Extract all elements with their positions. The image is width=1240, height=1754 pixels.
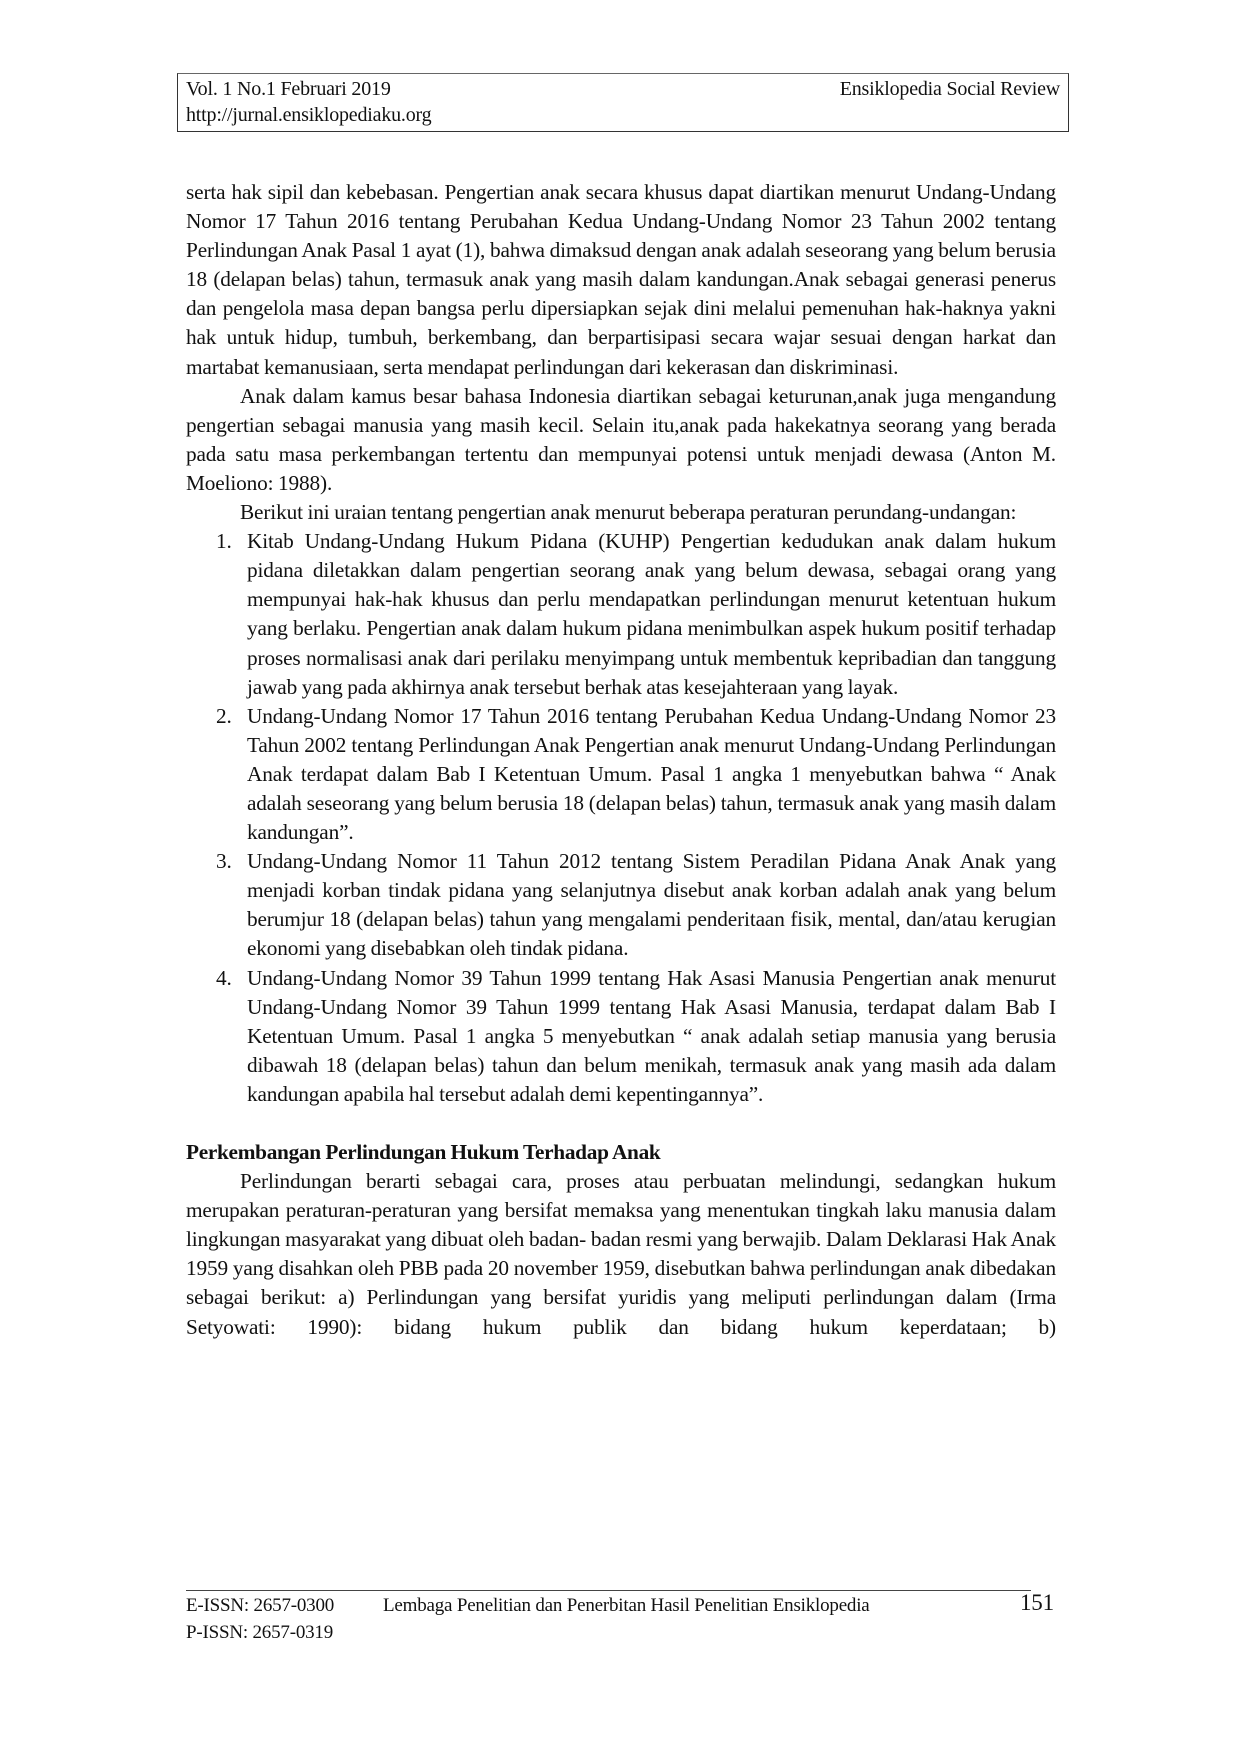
list-item-uu-17-2016: [216, 702, 1056, 847]
volume-issue: Vol. 1 No.1 Februari 2019: [186, 78, 391, 100]
running-header: [177, 73, 1069, 132]
regulations-list: [186, 527, 1056, 1109]
list-number: 2.: [216, 703, 232, 728]
list-item-uu-39-1999: [216, 964, 1056, 1109]
article-body: [186, 178, 1056, 1342]
p-issn: P-ISSN: 2657-0319: [186, 1622, 334, 1643]
list-item-text: Undang-Undang Nomor 11 Tahun 2012 tentang Sistem Peradilan Pidana Anak Anak yang menjadi korban tindak pidana yang selanjutnya disebut anak korban adalah anak yang belum berumjur 18 (delapan belas) tahun yang mengalami penderitaan fisik, mental, dan/atau kerugian ekonomi yang disebabkan oleh tindak pidana.: [247, 849, 1056, 961]
header-row-top: [186, 77, 1060, 101]
publisher-name: Lembaga Penelitian dan Penerbitan Hasil Penelitian Ensiklopedia: [383, 1595, 870, 1616]
paragraph-child-definition: serta hak sipil dan kebebasan. Pengertian anak secara khusus dapat diartikan menurut Undang-Undang Nomor 17 Tahun 2016 tentang Perubahan Kedua Undang-Undang Nomor 23 Tahun 2002 tentang Perlindungan Anak Pasal 1 ayat (1), bahwa dimaksud dengan anak adalah seseorang yang belum berusia 18 (delapan belas) tahun, termasuk anak yang masih dalam kandungan.Anak sebagai generasi penerus dan pengelola masa depan bangsa perlu dipersiapkan sejak dini melalui pemenuhan hak-haknya yakni hak untuk hidup, tumbuh, berkembang, dan berpartisipasi secara wajar sesuai dengan harkat dan martabat kemanusiaan, serta mendapat perlindungan dari kekerasan dan diskriminasi.: [186, 180, 1056, 379]
paragraph-regulations-intro: Berikut ini uraian tentang pengertian anak menurut beberapa peraturan perundang-undangan:: [240, 500, 1017, 525]
journal-name: Ensiklopedia Social Review: [839, 78, 1060, 100]
list-item-text: Undang-Undang Nomor 17 Tahun 2016 tentang Perubahan Kedua Undang-Undang Nomor 23 Tahun 2002 tentang Perlindungan Anak Pengertian anak menurut Undang-Undang Perlindungan Anak terdapat dalam Bab I Ketentuan Umum. Pasal 1 angka 1 menyebutkan bahwa “ Anak adalah seseorang yang belum berusia 18 (delapan belas) tahun, termasuk anak yang masih dalam kandungan”.: [247, 703, 1056, 845]
page-number: 151: [1020, 1590, 1054, 1615]
list-item-text: Kitab Undang-Undang Hukum Pidana (KUHP) Pengertian kedudukan anak dalam hukum pidana diletakkan dalam pengertian seorang anak yang belum dewasa, sebagai orang yang mempunyai hak-hak khusus dan perlu mendapatkan perlindungan menurut ketentuan hukum yang berlaku. Pengertian anak dalam hukum pidana menimbulkan aspek hukum positif terhadap proses normalisasi anak dari perilaku menyimpang untuk membentuk kepribadian dan tanggung jawab yang pada akhirnya anak tersebut berhak atas kesejahteraan yang layak.: [247, 529, 1056, 699]
header-row-bottom: [186, 103, 1060, 127]
journal-url[interactable]: http://jurnal.ensiklopediaku.org: [186, 104, 432, 126]
list-item-kuhp: [216, 527, 1056, 702]
list-item-text: Undang-Undang Nomor 39 Tahun 1999 tentang Hak Asasi Manusia Pengertian anak menurut Undang-Undang Nomor 39 Tahun 1999 tentang Hak Asasi Manusia, terdapat dalam Bab I Ketentuan Umum. Pasal 1 angka 5 menyebutkan “ anak adalah setiap manusia yang berusia dibawah 18 (delapan belas) tahun dan belum menikah, termasuk anak yang masih ada dalam kandungan apabila hal tersebut adalah demi kepentingannya”.: [247, 965, 1056, 1106]
paragraph-legal-protection: Perlindungan berarti sebagai cara, proses atau perbuatan melindungi, sedangkan hukum merupakan peraturan-peraturan yang bersifat memaksa yang menentukan tingkah laku manusia dalam lingkungan masyarakat yang dibuat oleh badan- badan resmi yang berwajib. Dalam Deklarasi Hak Anak 1959 yang disahkan oleh PBB pada 20 november 1959, disebutkan bahwa perlindungan anak dibedakan sebagai berikut: a) Perlindungan yang bersifat yuridis yang meliputi perlindungan dalam (Irma Setyowati: 1990): bidang hukum publik dan bidang hukum keperdataan; b): [186, 1169, 1056, 1339]
list-item-uu-11-2012: [216, 847, 1056, 963]
paragraph-kbbi-definition: Anak dalam kamus besar bahasa Indonesia diartikan sebagai keturunan,anak juga mengandung pengertian sebagai manusia yang masih kecil. Selain itu,anak pada hakekatnya seorang yang berada pada satu masa perkembangan tertentu dan mempunyai potensi untuk menjadi dewasa (Anton M. Moeliono: 1988).: [186, 383, 1056, 495]
list-number: 3.: [216, 849, 232, 874]
list-number: 1.: [216, 529, 232, 554]
footer-divider: [186, 1590, 1031, 1591]
e-issn: E-ISSN: 2657-0300: [186, 1595, 335, 1616]
section-heading: Perkembangan Perlindungan Hukum Terhadap Anak: [186, 1140, 661, 1164]
list-number: 4.: [216, 965, 232, 990]
